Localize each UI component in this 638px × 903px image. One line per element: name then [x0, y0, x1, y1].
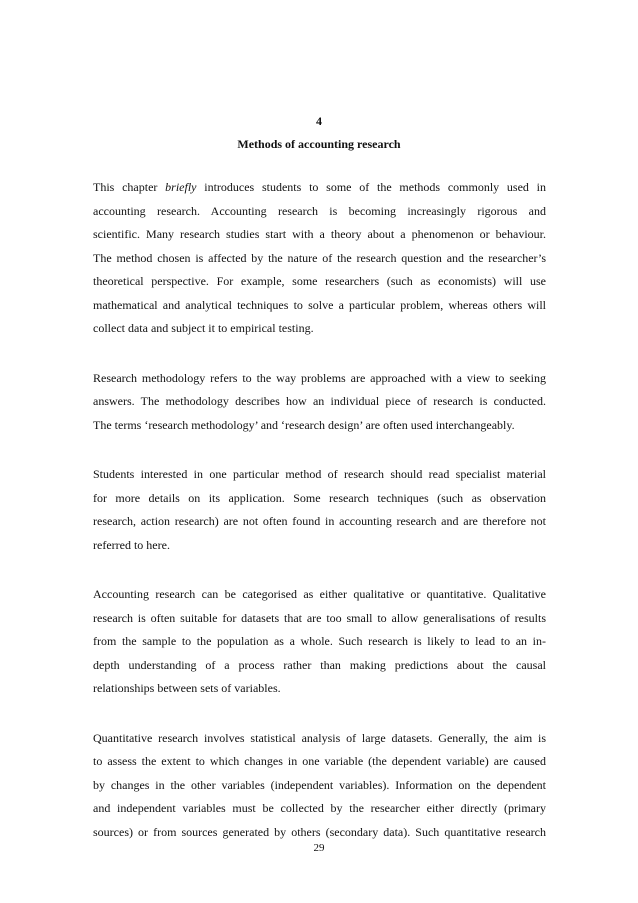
text-line [93, 317, 546, 341]
text-segment: Students interested in one particular method of research should read specialist material [93, 467, 546, 481]
text-segment: introduces students to some of the methods commonly used in [196, 180, 546, 194]
text-line [93, 414, 546, 438]
text-line [93, 247, 546, 271]
text-segment: answers. The methodology describes how an individual piece of research is conducted. [93, 394, 546, 408]
text-line [93, 607, 546, 631]
paragraph [93, 367, 546, 438]
text-segment: relationships between sets of variables. [93, 681, 281, 695]
text-line [93, 176, 546, 200]
text-line [93, 534, 546, 558]
chapter-title: Methods of accounting research [237, 137, 401, 151]
text-line [93, 727, 546, 751]
text-line [93, 630, 546, 654]
text-segment: mathematical and analytical techniques to solve a particular problem, whereas others will [93, 297, 546, 312]
text-segment: from the sample to the population as a whole. Such research is likely to lead to an in- [93, 634, 546, 648]
text-segment: Quantitative research involves statistical analysis of large datasets. Generally, the aim is [93, 730, 546, 745]
text-segment: Research methodology refers to the way problems are approached with a view to seeking [93, 370, 546, 385]
text-line [93, 200, 546, 224]
text-line [93, 390, 546, 414]
text-segment: accounting research. Accounting research is becoming increasingly rigorous and [93, 203, 546, 218]
text-segment: sources) or from sources generated by others (secondary data). Such quantitative research [93, 824, 546, 839]
text-segment: to assess the extent to which changes in one variable (the dependent variable) are caused [93, 754, 546, 768]
text-line [93, 510, 546, 534]
emphasis-text: briefly [165, 180, 197, 194]
text-segment: The method chosen is affected by the nature of the research question and the researcher’s [93, 250, 546, 265]
text-segment: depth understanding of a process rather than making predictions about the causal [93, 657, 546, 672]
text-line [93, 677, 546, 701]
text-segment: by changes in the other variables (independent variables). Information on the dependent [93, 777, 546, 792]
body-text [93, 176, 546, 870]
text-segment: The terms ‘research methodology’ and ‘research design’ are often used interchangeably. [93, 417, 515, 432]
text-line [93, 654, 546, 678]
page-number: 29 [313, 842, 325, 854]
paragraph [93, 583, 546, 701]
text-segment: research is often suitable for datasets that are too small to allow generalisations of results [93, 610, 546, 625]
text-line [93, 583, 546, 607]
paragraph [93, 727, 546, 845]
text-line [93, 774, 546, 798]
text-line [93, 797, 546, 821]
text-line [93, 223, 546, 247]
text-segment: collect data and subject it to empirical testing. [93, 321, 314, 335]
text-segment: referred to here. [93, 537, 170, 552]
paragraph [93, 176, 546, 341]
text-segment: scientific. Many research studies start with a theory about a phenomenon or behaviour. [93, 227, 546, 241]
text-segment: This chapter [93, 180, 166, 194]
text-line [93, 487, 546, 511]
paragraph [93, 463, 546, 557]
text-line [93, 270, 546, 294]
text-line [93, 367, 546, 391]
text-segment: theoretical perspective. For example, some researchers (such as economists) will use [93, 274, 546, 288]
text-line [93, 463, 546, 487]
text-line [93, 294, 546, 318]
text-line [93, 750, 546, 774]
text-segment: for more details on its application. Some research techniques (such as observation [93, 490, 546, 505]
chapter-number: 4 [316, 114, 322, 128]
text-segment: and independent variables must be collected by the researcher either directly (primary [93, 801, 546, 815]
text-segment: research, action research) are not often found in accounting research and are therefore not [93, 514, 546, 528]
text-segment: Accounting research can be categorised as either qualitative or quantitative. Qualitative [93, 587, 546, 601]
